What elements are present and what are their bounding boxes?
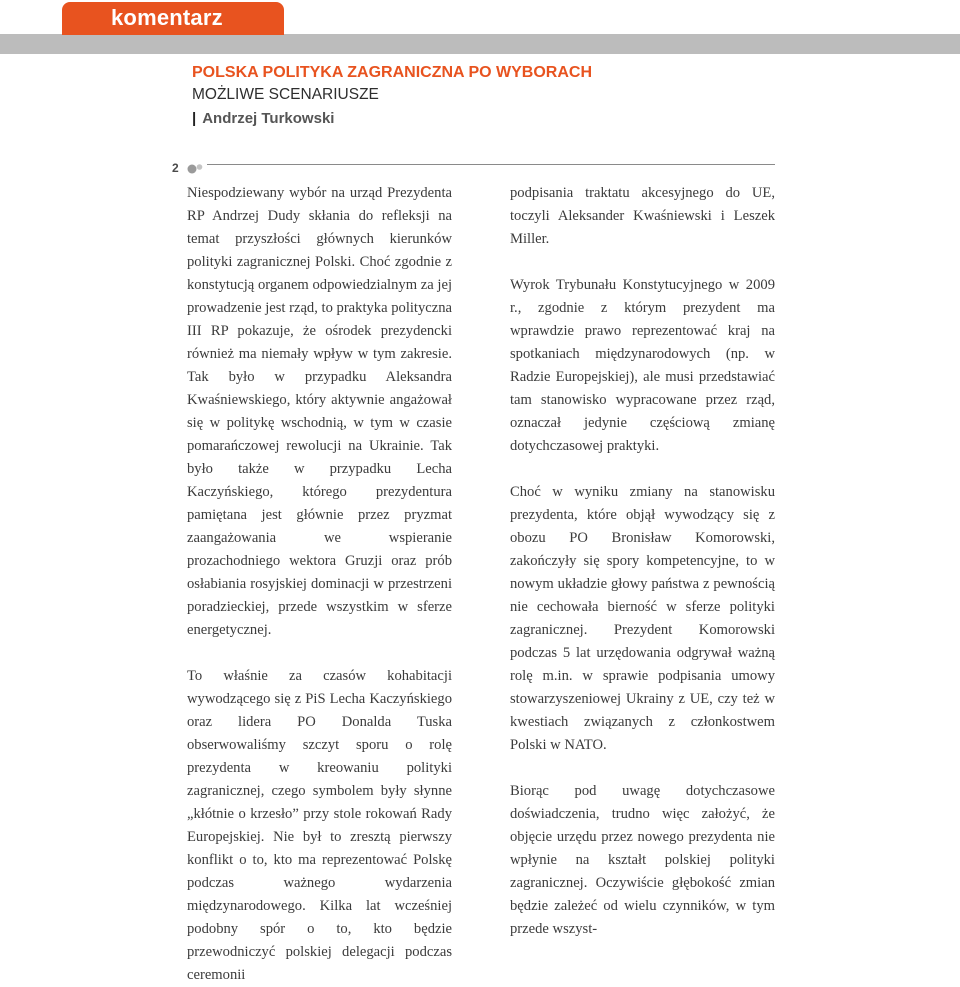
article-title: POLSKA POLITYKA ZAGRANICZNA PO WYBORACH <box>192 64 592 81</box>
header-rule <box>207 164 775 165</box>
author-name: Andrzej Turkowski <box>202 110 335 127</box>
paragraph: Wyrok Trybunału Konstytucyjnego w 2009 r., zgodnie z którym prezydent ma wprawdzie prawo reprezentować kraj na spotkaniach międzynarodowych (np. w Radzie Europejskiej), ale musi przedstawiać tam stanowisko wypracowane przez rząd, oznaczał jedynie częściową zmianę dotychczasowej praktyki. <box>510 277 775 454</box>
author-separator: | <box>192 110 197 127</box>
page-number: 2 <box>172 161 179 175</box>
paragraph: Choć w wyniku zmiany na stanowisku prezydenta, które objął wywodzący się z obozu PO Bronisław Komorowski, zakończyły się spory kompetencyjne, to w nowym układzie głowy państwa z pewnością nie cechowała bierność w sferze polityki zagranicznej. Prezydent Komorowski podczas 5 lat urzędowania odgrywał ważną rolę m.in. w sprawie podpisania umowy stowarzyszeniowej Ukrainy z UE, czy też w kwestiach związanych z członkostwem Polski w NATO. <box>510 484 775 753</box>
header-band <box>0 34 960 54</box>
section-tab <box>62 2 284 35</box>
paragraph: Biorąc pod uwagę dotychczasowe doświadczenia, trudno więc założyć, że objęcie urzędu przez nowego prezydenta nie wpłynie na kształt polskiej polityki zagranicznej. Oczywiście głębokość zmian będzie zależeć od wielu czynników, w tym przede wszyst- <box>510 783 775 937</box>
decorative-dots-icon <box>186 163 204 175</box>
text-column-left <box>187 182 452 987</box>
text-column-right <box>510 182 775 941</box>
paragraph: Niespodziewany wybór na urząd Prezydenta RP Andrzej Dudy skłania do refleksji na temat przyszłości głównych kierunków polityki zagranicznej Polski. Choć zgodnie z konstytucją organem odpowiedzialnym za jej prowadzenie jest rząd, to praktyka polityczna III RP pokazuje, że ośrodek prezydencki również ma niemały wpływ w tym zakresie. Tak było w przypadku Aleksandra Kwaśniewskiego, który aktywnie angażował się w politykę wschodnią, w tym w czasie pomarańczowej rewolucji na Ukrainie. Tak było także w przypadku Lecha Kaczyńskiego, którego prezydentura pamiętana jest głównie przez pryzmat zaangażowania we wspieranie prozachodniego wektora Gruzji oraz prób osłabiania rosyjskiej dominacji w przestrzeni poradzieckiej, przede wszystkim w sferze energetycznej. <box>187 185 453 638</box>
title-block <box>192 62 592 130</box>
author-line <box>192 108 592 130</box>
paragraph: To właśnie za czasów kohabitacji wywodzącego się z PiS Lecha Kaczyńskiego oraz lidera PO Donalda Tuska obserwowaliśmy szczyt sporu o rolę prezydenta w kreowaniu polityki zagranicznej, czego symbolem były słynne „kłótnie o krzesło” przy stole rokowań Rady Europejskiej. Nie był to zresztą pierwszy konflikt o to, kto ma reprezentować Polskę podczas ważnego wydarzenia międzynarodowego. Kilka lat wcześniej podobny spór o to, kto będzie przewodniczyć polskiej delegacji podczas ceremonii <box>187 668 452 983</box>
section-label: komentarz <box>111 5 223 30</box>
paragraph: podpisania traktatu akcesyjnego do UE, toczyli Aleksander Kwaśniewski i Leszek Miller. <box>510 185 775 247</box>
article-subtitle: MOŻLIWE SCENARIUSZE <box>192 86 379 103</box>
